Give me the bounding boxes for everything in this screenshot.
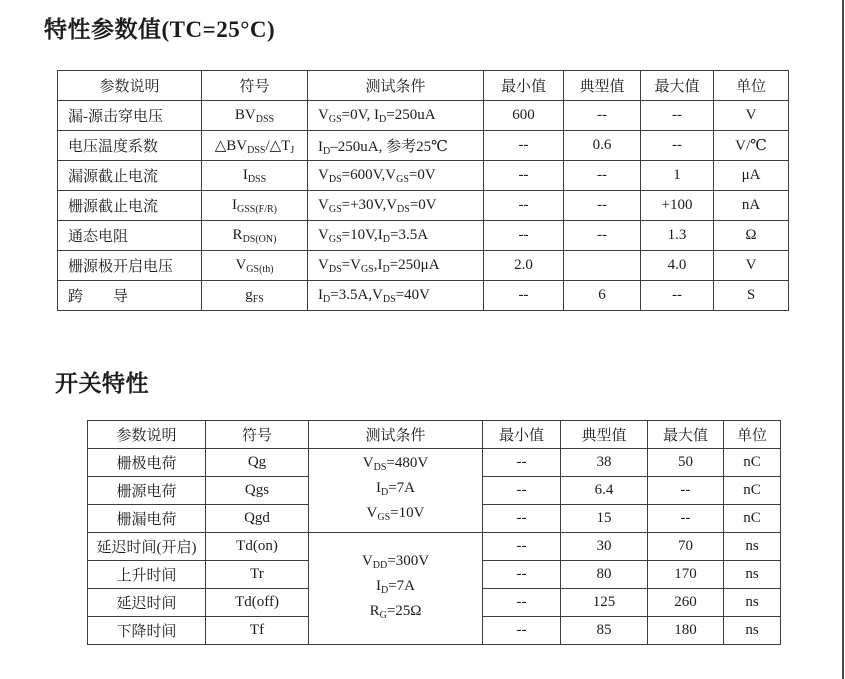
min-cell: --	[483, 617, 561, 645]
max-cell: --	[641, 101, 714, 131]
condition-cell: $I_D=3.5A,V_{DS}=40V$	[308, 281, 484, 311]
min-cell: --	[484, 281, 564, 311]
symbol-cell: Tr	[206, 561, 309, 589]
condition-cell: $V_{DS}=V_{GS},I_D=250\mu A$	[308, 251, 484, 281]
min-cell: 600	[484, 101, 564, 131]
subscript: DS	[382, 293, 396, 305]
param-cell: 栅源电荷	[88, 477, 206, 505]
typ-cell: --	[564, 161, 641, 191]
subscript: DSS	[247, 144, 266, 156]
max-cell: +100	[641, 191, 714, 221]
column-header: 参数说明	[88, 421, 206, 449]
subscript: DS	[328, 263, 342, 275]
param-cell: 栅极电荷	[88, 449, 206, 477]
subscript: DSS	[255, 113, 275, 125]
condition-cell: $V_{GS}=10V,I_D=3.5A$	[308, 221, 484, 251]
typ-cell	[564, 251, 641, 281]
typ-cell: 6.4	[561, 477, 648, 505]
unit-cell: nC	[724, 505, 781, 533]
subscript: D	[323, 145, 331, 157]
column-header: 最小值	[484, 71, 564, 101]
condition-cell: $V_{DS}=600V,V_{GS}=0V$	[308, 161, 484, 191]
subscript: GS	[396, 173, 409, 185]
typ-cell: 80	[561, 561, 648, 589]
param-cell: 栅漏电荷	[88, 505, 206, 533]
param-cell: 栅源极开启电压	[58, 251, 202, 281]
column-header: 单位	[714, 71, 789, 101]
condition-line: $V_{DD}=300V$	[361, 553, 430, 571]
unit-cell: nC	[724, 477, 781, 505]
max-cell: 180	[648, 617, 724, 645]
unit-cell: ns	[724, 617, 781, 645]
subscript: G	[379, 610, 387, 621]
column-header: 符号	[202, 71, 308, 101]
table-row	[88, 533, 781, 561]
column-header: 单位	[724, 421, 781, 449]
page-border-line	[842, 0, 844, 679]
subscript: D	[382, 233, 390, 245]
symbol-cell: $\triangle BV_{DSS}/\triangle T_J$	[202, 131, 308, 161]
condition-cell: $I_D-250uA$, 参考25℃	[308, 131, 484, 161]
param-cell: 漏-源击穿电压	[58, 101, 202, 131]
unit-cell: ns	[724, 533, 781, 561]
table-row	[58, 131, 789, 161]
max-cell: --	[641, 131, 714, 161]
condition-line: $R_G=25\Omega$	[369, 603, 422, 621]
symbol-cell: Qg	[206, 449, 309, 477]
param-cell: 漏源截止电流	[58, 161, 202, 191]
param-cell: 上升时间	[88, 561, 206, 589]
unit-cell: nC	[724, 449, 781, 477]
typ-cell: --	[564, 221, 641, 251]
symbol-cell: $V_{GS(th)}$	[202, 251, 308, 281]
typ-cell: --	[564, 101, 641, 131]
subscript: DSS	[247, 173, 267, 185]
min-cell: --	[483, 449, 561, 477]
min-cell: --	[484, 161, 564, 191]
unit-cell: nA	[714, 191, 789, 221]
symbol-cell: Qgs	[206, 477, 309, 505]
subscript: GS	[328, 233, 342, 245]
symbol-cell: Qgd	[206, 505, 309, 533]
column-header: 最大值	[641, 71, 714, 101]
min-cell: --	[484, 221, 564, 251]
max-cell: --	[641, 281, 714, 311]
subscript: GS(th)	[246, 263, 274, 275]
condition-cell: $V_{GS}=+30V,V_{DS}=0V$	[308, 191, 484, 221]
column-header: 测试条件	[309, 421, 483, 449]
column-header: 最小值	[483, 421, 561, 449]
subscript: GS	[360, 263, 374, 275]
subscript: D	[323, 293, 331, 305]
max-cell: --	[648, 477, 724, 505]
condition-line: $V_{DS}=480V$	[362, 455, 429, 473]
max-cell: 1.3	[641, 221, 714, 251]
unit-cell: ns	[724, 589, 781, 617]
unit-cell: V/℃	[714, 131, 789, 161]
subscript: DS	[373, 462, 387, 473]
typ-cell: 30	[561, 533, 648, 561]
typ-cell: --	[564, 191, 641, 221]
param-cell: 电压温度系数	[58, 131, 202, 161]
table-row	[58, 191, 789, 221]
min-cell: --	[483, 477, 561, 505]
symbol-cell: $g_{FS}$	[202, 281, 308, 311]
condition-line: $I_D=7A$	[375, 578, 416, 596]
table-row	[88, 449, 781, 477]
subscript: FS	[252, 293, 264, 305]
param-cell: 栅源截止电流	[58, 191, 202, 221]
table-row	[58, 221, 789, 251]
table-row	[58, 251, 789, 281]
table-row	[58, 161, 789, 191]
typ-cell: 0.6	[564, 131, 641, 161]
param-cell: 延迟时间(开启)	[88, 533, 206, 561]
typ-cell: 6	[564, 281, 641, 311]
min-cell: --	[483, 533, 561, 561]
table-row	[58, 101, 789, 131]
unit-cell: V	[714, 251, 789, 281]
subscript: DS	[397, 203, 410, 215]
subscript: DS	[328, 173, 342, 185]
table-row	[58, 281, 789, 311]
column-header: 参数说明	[58, 71, 202, 101]
param-cell: 跨 导	[58, 281, 202, 311]
typ-cell: 15	[561, 505, 648, 533]
condition-cell	[309, 533, 483, 645]
condition-line: $I_D=7A$	[375, 480, 416, 498]
column-header: 测试条件	[308, 71, 484, 101]
section-title-switching-characteristics: 开关特性	[55, 371, 149, 396]
symbol-cell: Tf	[206, 617, 309, 645]
subscript: D	[380, 585, 389, 596]
max-cell: 70	[648, 533, 724, 561]
section-title-characteristic-parameters: 特性参数值(TC=25°C)	[44, 17, 276, 42]
max-cell: 4.0	[641, 251, 714, 281]
header-row	[58, 71, 789, 101]
min-cell: --	[484, 131, 564, 161]
typ-cell: 125	[561, 589, 648, 617]
column-header: 典型值	[561, 421, 648, 449]
condition-cell: $V_{GS}=0V$, $I_D=250uA$	[308, 101, 484, 131]
min-cell: 2.0	[484, 251, 564, 281]
column-header: 典型值	[564, 71, 641, 101]
subscript: GS	[328, 113, 342, 125]
subscript: J	[290, 144, 295, 156]
unit-cell: Ω	[714, 221, 789, 251]
symbol-cell: Td(on)	[206, 533, 309, 561]
subscript: D	[379, 113, 387, 125]
min-cell: --	[484, 191, 564, 221]
symbol-cell: $I_{GSS(F/R)}$	[202, 191, 308, 221]
max-cell: 170	[648, 561, 724, 589]
unit-cell: S	[714, 281, 789, 311]
min-cell: --	[483, 505, 561, 533]
header-row	[88, 421, 781, 449]
min-cell: --	[483, 561, 561, 589]
column-header: 最大值	[648, 421, 724, 449]
column-header: 符号	[206, 421, 309, 449]
switching-characteristics-table	[87, 420, 781, 645]
typ-cell: 38	[561, 449, 648, 477]
symbol-cell: Td(off)	[206, 589, 309, 617]
condition-line: $V_{GS}=10V$	[366, 505, 425, 523]
subscript: GSS(F/R)	[236, 203, 277, 215]
subscript: D	[382, 263, 390, 275]
max-cell: 1	[641, 161, 714, 191]
unit-cell: ns	[724, 561, 781, 589]
symbol-cell: $BV_{DSS}$	[202, 101, 308, 131]
min-cell: --	[483, 589, 561, 617]
symbol-cell: $R_{DS(ON)}$	[202, 221, 308, 251]
param-cell: 延迟时间	[88, 589, 206, 617]
param-cell: 下降时间	[88, 617, 206, 645]
subscript: DD	[372, 560, 388, 571]
typ-cell: 85	[561, 617, 648, 645]
max-cell: 50	[648, 449, 724, 477]
electrical-characteristics-table	[57, 70, 789, 311]
max-cell: 260	[648, 589, 724, 617]
subscript: GS	[328, 203, 342, 215]
subscript: D	[380, 487, 389, 498]
unit-cell: V	[714, 101, 789, 131]
condition-cell	[309, 449, 483, 533]
max-cell: --	[648, 505, 724, 533]
unit-cell: μA	[714, 161, 789, 191]
subscript: GS	[377, 512, 391, 523]
subscript: DS(ON)	[242, 233, 277, 245]
param-cell: 通态电阻	[58, 221, 202, 251]
symbol-cell: $I_{DSS}$	[202, 161, 308, 191]
